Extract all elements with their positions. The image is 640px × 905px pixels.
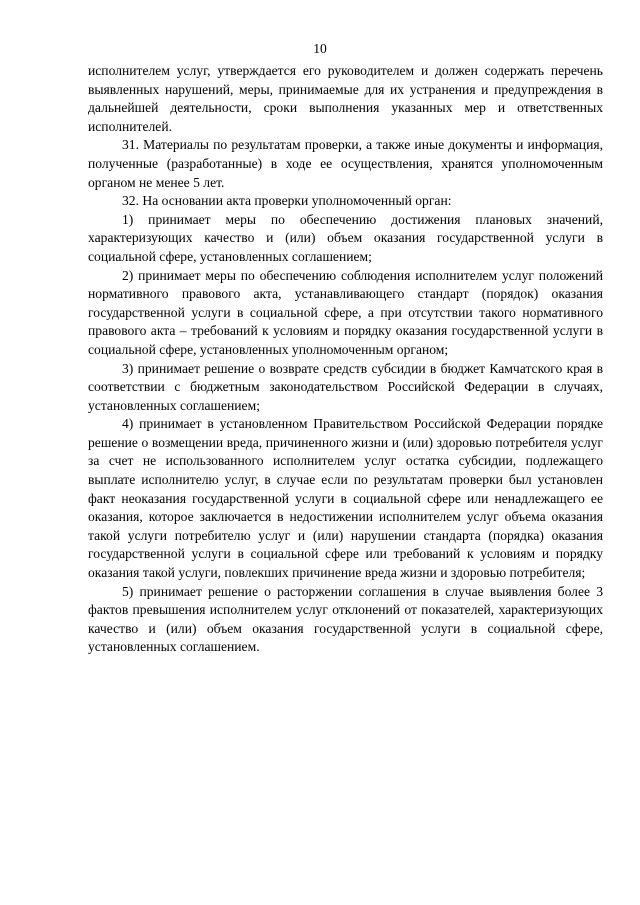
paragraph-item-32: 32. На основании акта проверки уполномоченный орган: <box>122 193 452 209</box>
paragraph-subitem-1: 1) принимает меры по обеспечению достижения плановых значений, характеризующих качество и (или) объем оказания государственной услуги в социальной сфере, установленных соглашением; <box>88 211 603 264</box>
document-body <box>88 62 603 657</box>
page-number: 10 <box>313 41 327 56</box>
paragraph-subitem-4: 4) принимает в установленном Правительством Российской Федерации порядке решение о возмещении вреда, причиненного жизни и (или) здоровью потребителя услуг за счет не использованного исполнителем услуг остатка субсидии, подлежащего выплате исполнителю услуг, в случае если по результатам проверки был установлен факт неоказания государственной услуги в социальной сфере или ненадлежащего ее оказания, которое заключается в недостижении исполнителем услуг объема оказания такой услуги потребителю услуг и (или) нарушении стандарта (порядка) оказания государственной услуги в социальной сфере или требований к условиям и порядку оказания такой услуги, повлекших причинение вреда жизни и здоровью потребителя; <box>88 416 603 581</box>
paragraph-subitem-3: 3) принимает решение о возврате средств субсидии в бюджет Камчатского края в соответствии с бюджетным законодательством Российской Федерации в случаях, установленных соглашением; <box>88 360 603 413</box>
paragraph-subitem-2: 2) принимает меры по обеспечению соблюдения исполнителем услуг положений нормативного правового акта, устанавливающего стандарт (порядок) оказания государственной услуги в социальной сфере, а при отсутствии такого нормативного правового акта – требований к условиям и порядку оказания государственной услуги в социальной сфере, установленных уполномоченным органом; <box>88 267 603 357</box>
paragraph-item-31: 31. Материалы по результатам проверки, а также иные документы и информация, полученные (разработанные) в ходе ее осуществления, хранятся уполномоченным органом не менее 5 лет. <box>88 137 603 190</box>
paragraph-continuation: исполнителем услуг, утверждается его руководителем и должен содержать перечень выявленных нарушений, меры, принимаемые для их устранения и предупреждения в дальнейшей деятельности, сроки выполнения указанных мер и ответственных исполнителей. <box>88 63 603 134</box>
paragraph-subitem-5: 5) принимает решение о расторжении соглашения в случае выявления более 3 фактов превышения исполнителем услуг отклонений от показателей, характеризующих качество и (или) объем оказания государственной услуги в социальной сфере, установленных соглашением. <box>88 583 603 655</box>
